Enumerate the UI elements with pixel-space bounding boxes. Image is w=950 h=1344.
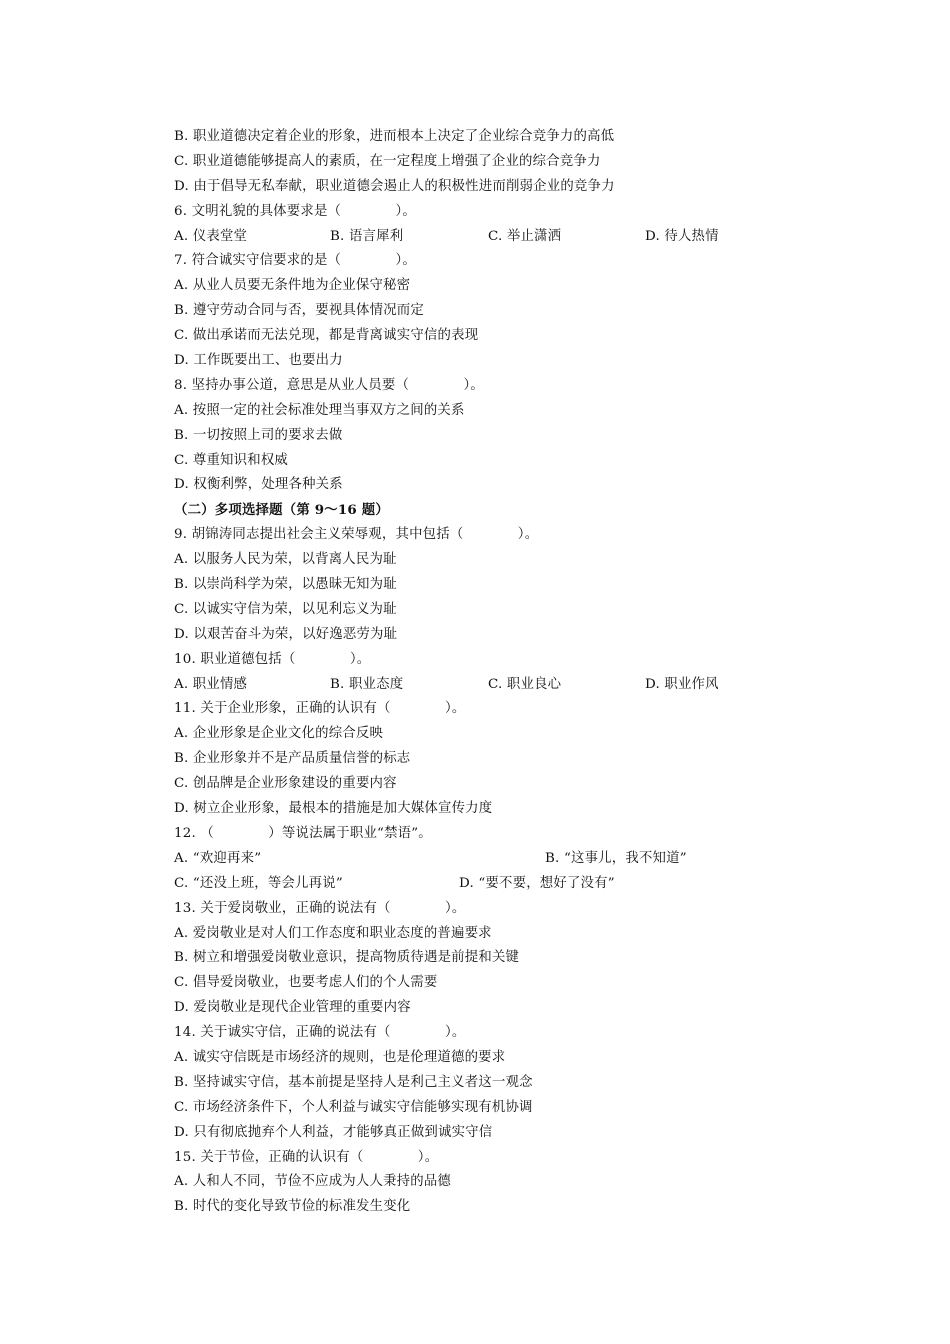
text-line: C. 创品牌是企业形象建设的重要内容	[174, 776, 397, 792]
text-line: D. 树立企业形象，最根本的措施是加大媒体宣传力度	[174, 801, 493, 817]
option-item: D. 待人热情	[645, 228, 719, 244]
text-line: A. 按照一定的社会标准处理当事双方之间的关系	[174, 402, 465, 418]
text-line: B. 职业道德决定着企业的形象，进而根本上决定了企业综合竞争力的高低	[174, 129, 615, 144]
text-line: D. 以艰苦奋斗为荣，以好逸恶劳为耻	[174, 626, 398, 642]
option-item: B. 语言犀利	[330, 228, 404, 244]
text-line: A. 从业人员要无条件地为企业保守秘密	[174, 278, 411, 294]
text-line: B. 树立和增强爱岗敬业意识，提高物质待遇是前提和关键	[174, 950, 520, 966]
options-row	[174, 847, 774, 872]
section-heading: （二）多项选择题（第 9～16 题）	[174, 502, 389, 519]
text-line: C. 尊重知识和权威	[174, 452, 289, 468]
option-item: A. 仪表堂堂	[174, 228, 248, 244]
text-line: 12. （ ）等说法属于职业“禁语”。	[174, 825, 432, 841]
text-line: A. 爱岗敬业是对人们工作态度和职业态度的普遍要求	[174, 925, 492, 941]
text-line: B. 企业形象并不是产品质量信誉的标志	[174, 751, 411, 767]
text-line: B. 遵守劳动合同与否，要视具体情况而定	[174, 303, 424, 319]
text-line: C. 倡导爱岗敬业，也要考虑人们的个人需要	[174, 975, 438, 991]
question-list	[174, 125, 774, 1220]
option-item: A. 职业情感	[174, 676, 248, 692]
text-line: 7. 符合诚实守信要求的是（ ）。	[174, 253, 416, 269]
text-line: B. 一切按照上司的要求去做	[174, 427, 343, 443]
text-line: D. 只有彻底抛弃个人利益，才能够真正做到诚实守信	[174, 1124, 493, 1140]
text-line: C. 职业道德能够提高人的素质，在一定程度上增强了企业的综合竞争力	[174, 153, 601, 169]
text-line: C. 做出承诺而无法兑现，都是背离诚实守信的表现	[174, 328, 479, 344]
option-item: D. “要不要，想好了没有”	[459, 875, 615, 891]
text-line: D. 爱岗敬业是现代企业管理的重要内容	[174, 1000, 411, 1016]
text-line: 9. 胡锦涛同志提出社会主义荣辱观，其中包括（ ）。	[174, 527, 539, 543]
text-line: B. 坚持诚实守信，基本前提是坚持人是利己主义者这一观念	[174, 1074, 533, 1090]
option-item: A. “欢迎再来”	[174, 850, 262, 866]
text-line: D. 工作既要出工、也要出力	[174, 353, 343, 369]
option-item: C. 举止潇洒	[488, 228, 562, 244]
text-line: B. 以崇尚科学为荣，以愚昧无知为耻	[174, 577, 397, 593]
text-line: C. 市场经济条件下，个人利益与诚实守信能够实现有机协调	[174, 1099, 533, 1115]
text-line: B. 时代的变化导致节俭的标准发生变化	[174, 1199, 411, 1215]
text-line: 6. 文明礼貌的具体要求是（ ）。	[174, 203, 416, 219]
text-line: D. 由于倡导无私奉献，职业道德会遏止人的积极性进而削弱企业的竞争力	[174, 178, 615, 194]
text-line: A. 诚实守信既是市场经济的规则，也是伦理道德的要求	[174, 1049, 506, 1065]
text-line: 10. 职业道德包括（ ）。	[174, 651, 371, 667]
text-line: 8. 坚持办事公道，意思是从业人员要（ ）。	[174, 377, 484, 393]
option-item: D. 职业作风	[645, 676, 719, 692]
text-line: C. 以诚实守信为荣，以见利忘义为耻	[174, 601, 397, 617]
text-line: A. 企业形象是企业文化的综合反映	[174, 726, 384, 742]
options-row	[174, 872, 774, 897]
text-line: A. 人和人不同，节俭不应成为人人秉持的品德	[174, 1174, 452, 1190]
options-row	[174, 673, 774, 698]
text-line: A. 以服务人民为荣，以背离人民为耻	[174, 552, 397, 568]
option-item: B. 职业态度	[330, 676, 404, 692]
option-item: C. 职业良心	[488, 676, 562, 692]
text-line: 14. 关于诚实守信，正确的说法有（ ）。	[174, 1025, 466, 1041]
text-line: D. 权衡利弊，处理各种关系	[174, 477, 343, 493]
text-line: 15. 关于节俭，正确的认识有（ ）。	[174, 1149, 439, 1165]
text-line: 13. 关于爱岗敬业，正确的说法有（ ）。	[174, 900, 466, 916]
options-row	[174, 225, 774, 250]
option-item: C. “还没上班，等会儿再说”	[174, 875, 343, 891]
option-item: B. “这事儿，我不知道”	[545, 850, 687, 866]
text-line: 11. 关于企业形象，正确的认识有（ ）。	[174, 701, 466, 717]
